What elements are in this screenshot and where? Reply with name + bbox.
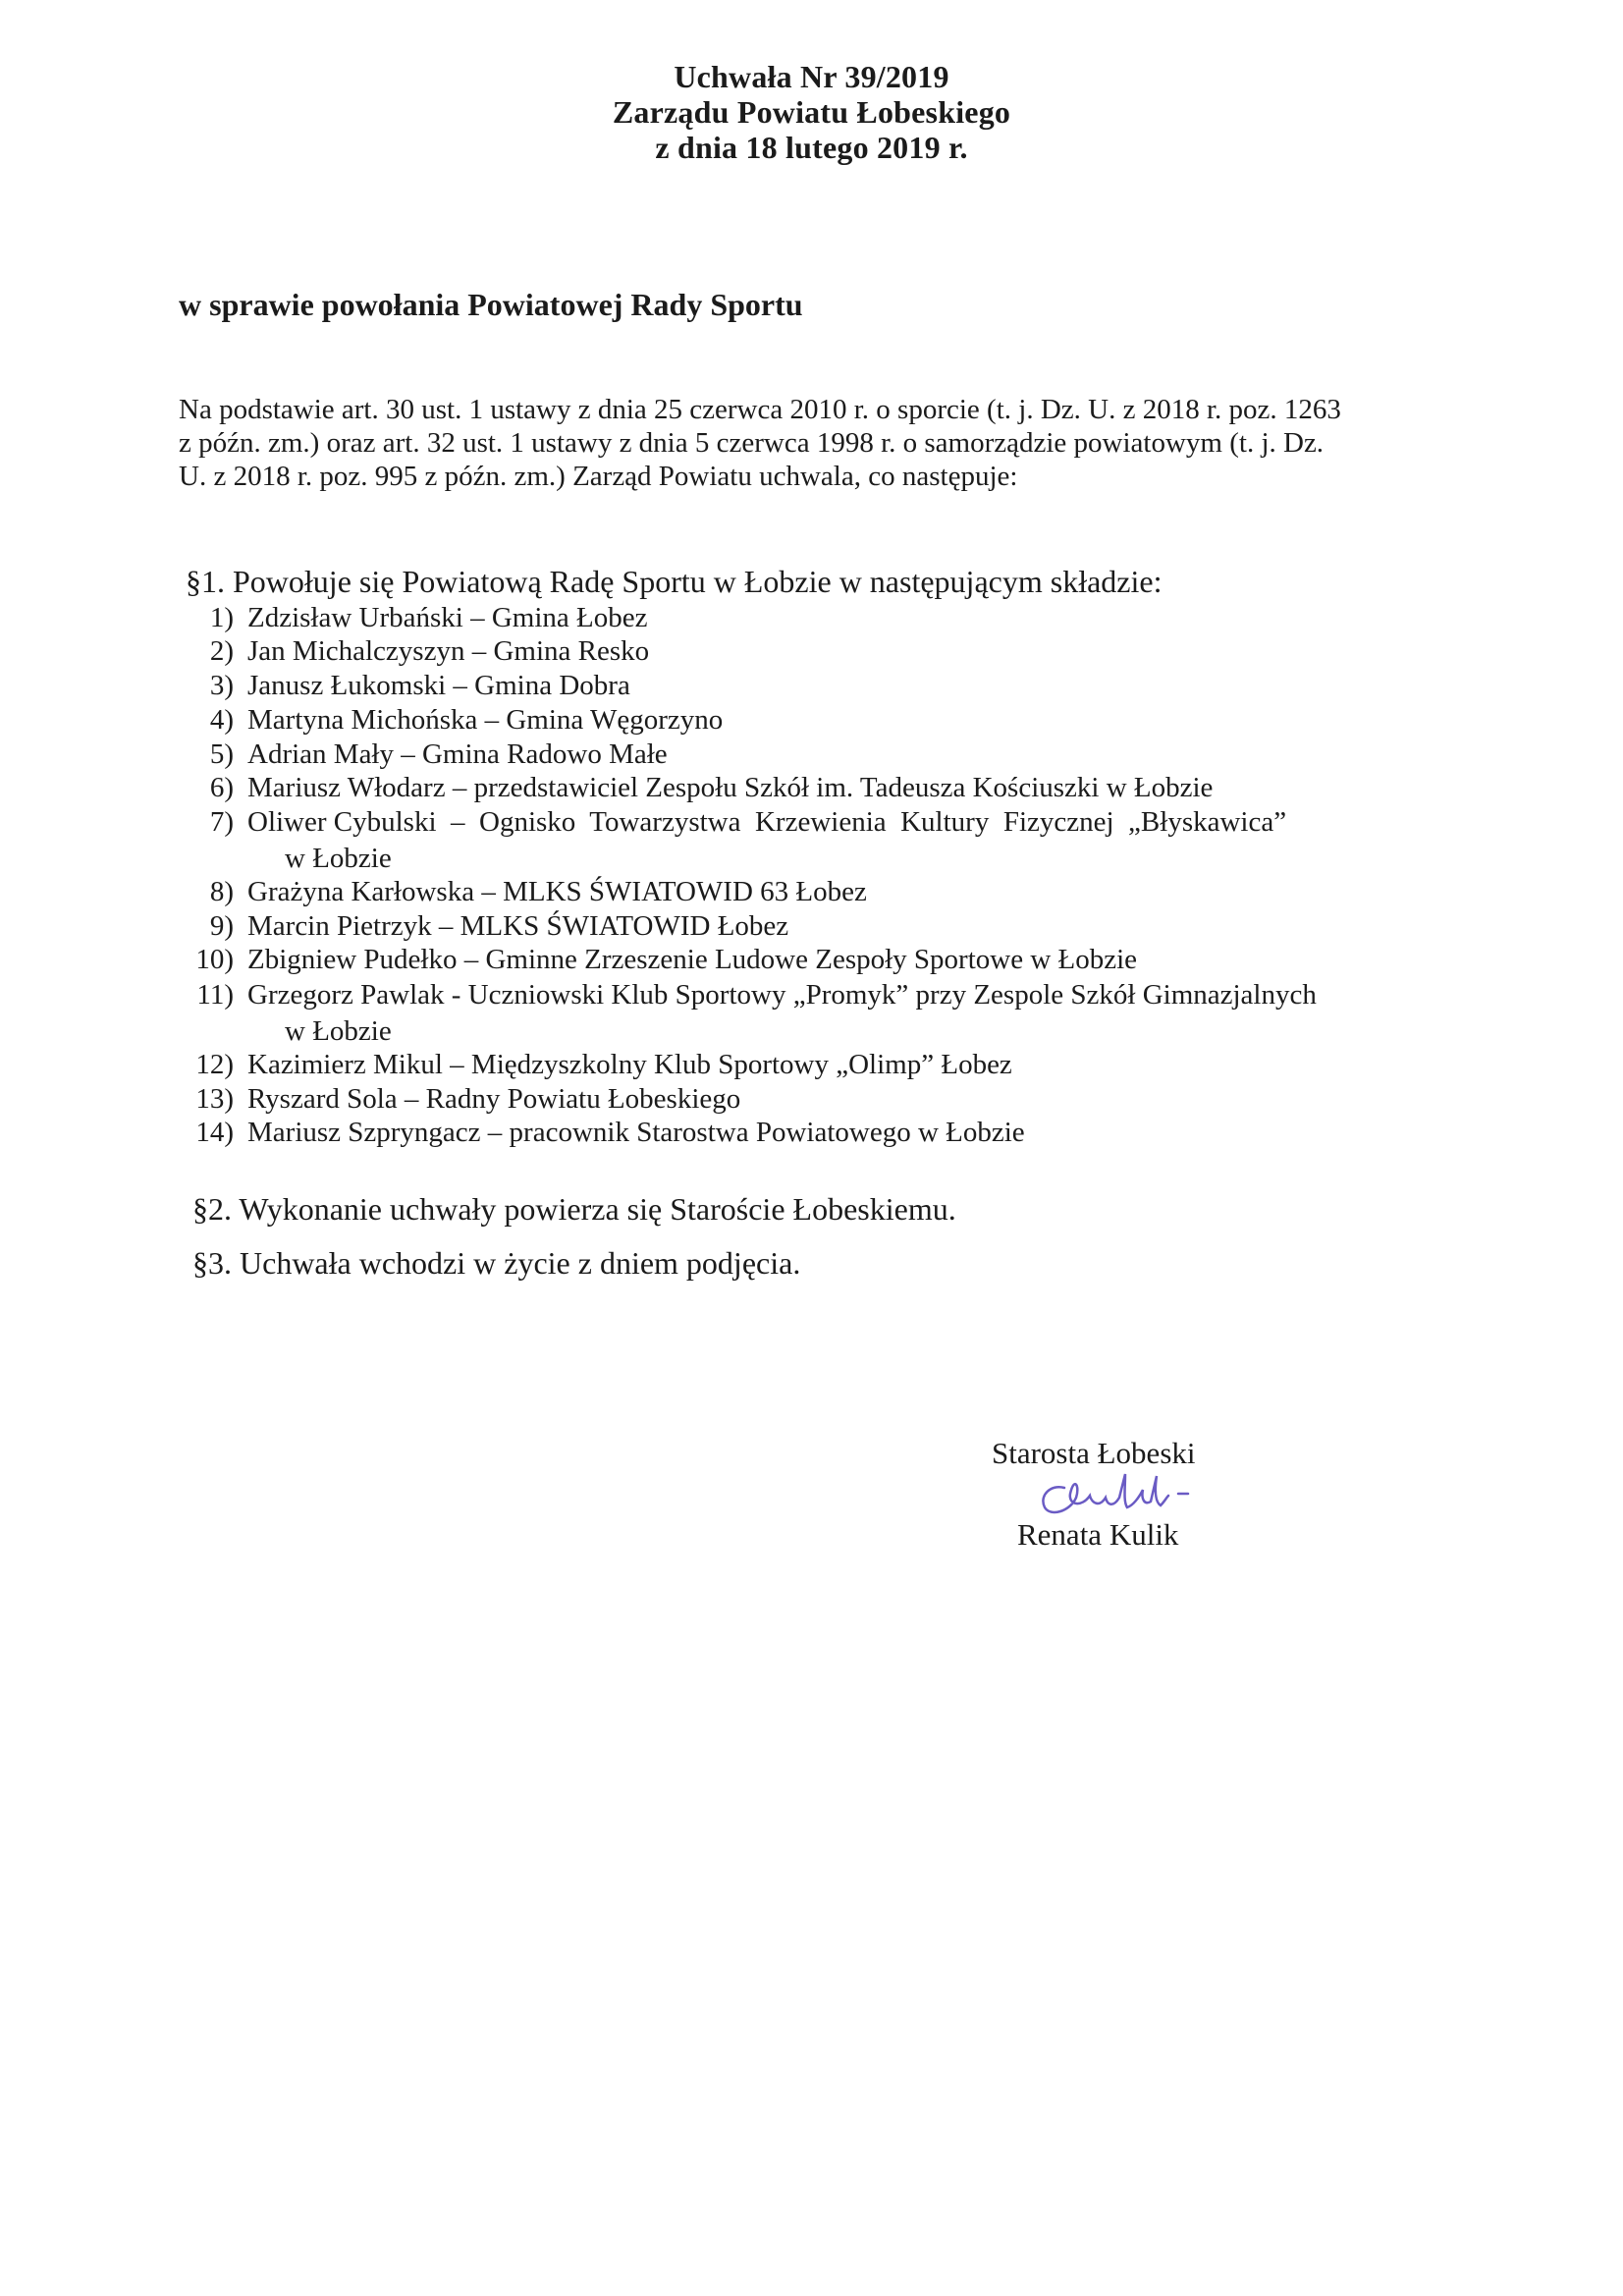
section-3: §3. Uchwała wchodzi w życie z dniem podjęcia. xyxy=(192,1245,801,1281)
list-item-text: w Łobzie xyxy=(285,843,392,874)
list-item-text: Kazimierz Mikul – Międzyszkolny Klub Sportowy „Olimp” Łobez xyxy=(247,1049,1012,1080)
section-1: §1. Powołuje się Powiatową Radę Sportu w Łobzie w następującym składzie: xyxy=(186,564,1163,599)
legal-basis-line: U. z 2018 r. poz. 995 z późn. zm.) Zarząd Powiatu uchwala, co następuje: xyxy=(179,461,1018,492)
list-item-number: 7) xyxy=(209,806,234,838)
document-header xyxy=(0,59,1623,165)
list-item-number: 10) xyxy=(195,944,234,975)
list-item-text: Mariusz Szpryngacz – pracownik Starostwa Powiatowego w Łobzie xyxy=(247,1117,1025,1148)
list-item-number: 3) xyxy=(209,670,234,701)
list-item-text: Jan Michalczyszyn – Gmina Resko xyxy=(247,635,650,667)
list-item-text: Janusz Łukomski – Gmina Dobra xyxy=(247,670,630,701)
signatory-name: Renata Kulik xyxy=(1017,1517,1179,1552)
list-item-number: 5) xyxy=(209,738,234,770)
list-item-text: Grzegorz Pawlak - Uczniowski Klub Sportowy „Promyk” przy Zespole Szkół Gimnazjalnych xyxy=(247,979,1317,1011)
legal-basis-line: Na podstawie art. 30 ust. 1 ustawy z dnia 25 czerwca 2010 r. o sporcie (t. j. Dz. U. z 2018 r. poz. 1263 xyxy=(179,394,1341,425)
list-item-number: 11) xyxy=(196,979,234,1011)
resolution-subject: w sprawie powołania Powiatowej Rady Sportu xyxy=(179,287,803,322)
list-item-number: 6) xyxy=(209,772,234,803)
legal-basis-line: z późn. zm.) oraz art. 32 ust. 1 ustawy z dnia 5 czerwca 1998 r. o samorządzie powiatowym (t. j. Dz. xyxy=(179,427,1325,459)
issuing-body: Zarządu Powiatu Łobeskiego xyxy=(612,94,1011,130)
list-item-text: Adrian Mały – Gmina Radowo Małe xyxy=(247,738,668,770)
list-item-number: 14) xyxy=(195,1117,234,1148)
list-item-number: 12) xyxy=(195,1049,234,1080)
resolution-date: z dnia 18 lutego 2019 r. xyxy=(655,130,968,165)
list-item-number: 1) xyxy=(209,602,234,633)
list-item-text: Grażyna Karłowska – MLKS ŚWIATOWID 63 Łobez xyxy=(247,876,867,907)
list-item-text: Zbigniew Pudełko – Gminne Zrzeszenie Ludowe Zespoły Sportowe w Łobzie xyxy=(247,944,1138,975)
legal-basis xyxy=(179,393,1455,493)
section-2: §2. Wykonanie uchwały powierza się Staroście Łobeskiemu. xyxy=(192,1191,956,1227)
list-item-number: 13) xyxy=(195,1083,234,1115)
list-item-text: Marcin Pietrzyk – MLKS ŚWIATOWID Łobez xyxy=(247,910,789,942)
list-item-text: Ryszard Sola – Radny Powiatu Łobeskiego xyxy=(247,1083,741,1115)
list-item-text: Oliwer Cybulski – Ognisko Towarzystwa Krzewienia Kultury Fizycznej „Błyskawica” xyxy=(247,806,1287,838)
resolution-number: Uchwała Nr 39/2019 xyxy=(674,59,949,94)
list-item-text: Martyna Michońska – Gmina Węgorzyno xyxy=(247,704,724,736)
list-item-text: w Łobzie xyxy=(285,1015,392,1047)
list-item-number: 9) xyxy=(209,910,234,942)
signatory-title: Starosta Łobeski xyxy=(992,1436,1196,1470)
list-item-text: Mariusz Włodarz – przedstawiciel Zespołu Szkół im. Tadeusza Kościuszki w Łobzie xyxy=(247,772,1214,803)
list-item-number: 8) xyxy=(209,876,234,907)
list-item-number: 2) xyxy=(209,635,234,667)
signature-stroke xyxy=(1043,1474,1188,1512)
list-item-number: 4) xyxy=(209,704,234,736)
list-item-text: Zdzisław Urbański – Gmina Łobez xyxy=(247,602,648,633)
